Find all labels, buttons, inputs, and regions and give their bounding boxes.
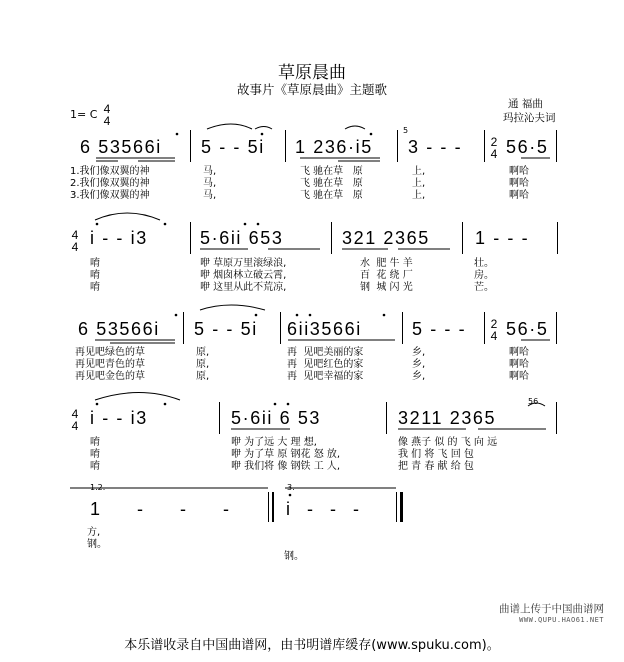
lyric: 飞 驰在草 原 (300, 166, 363, 177)
lyric: 再 见吧幸福的家 (287, 371, 364, 382)
time-signature: 4 4 (103, 102, 111, 128)
lyric: 水 肥 牛 羊 (360, 258, 413, 269)
lyric: 唷 (90, 449, 100, 460)
measure-5: 56·5 (506, 137, 549, 157)
measure-1: 6 53566i (80, 137, 162, 157)
lyric: 咿 为了远 大 理 想, (231, 437, 317, 448)
lyric: 1.我们像双翼的神 (70, 166, 150, 177)
time-signature: 4 4 (71, 407, 79, 433)
lyric: 飞 驰在草 原 (300, 190, 363, 201)
lyric: 芒。 (474, 282, 494, 293)
volta-2-label: 3. (287, 483, 295, 492)
measure-17: 3211 2365 (398, 408, 497, 428)
lyric: 啊哈 (509, 166, 529, 177)
lyric: 咿 烟囱林立破云霄, (200, 270, 287, 281)
lyric: 唷 (90, 270, 100, 281)
measure-14: 56·5 (506, 319, 549, 339)
lyric: 像 燕子 似 的 飞 向 远 (398, 437, 498, 448)
lyric: 再 见吧美丽的家 (287, 347, 364, 358)
lyric: 咿 草原万里滚绿浪, (200, 258, 287, 269)
slur (528, 403, 545, 406)
slur (255, 127, 272, 130)
lyric: 啊哈 (509, 347, 529, 358)
lyric: 飞 驰在草 原 (300, 178, 363, 189)
measure-7: 5·6ii 653 (200, 228, 284, 248)
lyric: 再 见吧红色的家 (287, 359, 364, 370)
beam (300, 158, 380, 161)
measure-13: 5 - - - (412, 319, 467, 339)
measure-12: 6ii3566i (287, 319, 362, 339)
lyric: 马, (203, 166, 217, 177)
measure-6: i - - i3 (90, 228, 148, 248)
time-signature: 4 4 (71, 228, 79, 254)
lyric: 咿 我们将 像 钢铁 工 人, (231, 461, 341, 472)
lyric: 啊哈 (509, 359, 529, 370)
lyric: 上, (412, 178, 426, 189)
lyric: 3.我们像双翼的神 (70, 190, 150, 201)
measure-9: 1 - - - (475, 228, 530, 248)
lyric: 唷 (90, 461, 100, 472)
slur (200, 305, 265, 310)
slur (207, 124, 252, 129)
lyric: 方, (87, 527, 101, 538)
measure-16: 5·6ii 6 53 (231, 408, 322, 428)
time-signature: 2 4 (490, 317, 498, 343)
lyricist-credit: 玛拉沁夫词 (503, 112, 556, 124)
lyric: 钢 城 闪 光 (360, 282, 413, 293)
lyric: 2.我们像双翼的神 (70, 178, 150, 189)
composer-credit: 通 福曲 (508, 98, 543, 110)
measure-2: 5 - - 5i (201, 137, 265, 157)
lyric: 原, (196, 347, 210, 358)
lyric: 我 们 将 飞 回 包 (398, 449, 474, 460)
measure-18: 1 - - - (90, 499, 245, 519)
lyric: 把 青 春 献 给 包 (398, 461, 474, 472)
slur (95, 213, 160, 220)
measure-10: 6 53566i (78, 319, 160, 339)
lyric: 原, (196, 371, 210, 382)
measure-15: i - - i3 (90, 408, 148, 428)
lyric: 咿 为了草 原 钢花 怒 放, (231, 449, 341, 460)
slur (345, 126, 365, 129)
upload-note: 曲谱上传于中国曲谱网 WWW.QUPU.HAO61.NET (499, 603, 604, 624)
grace-note: 5 (403, 126, 409, 135)
key-signature: 1= C (70, 108, 98, 121)
time-signature: 2 4 (490, 135, 498, 161)
lyric: 啊哈 (509, 371, 529, 382)
song-title: 草原晨曲 (278, 63, 346, 83)
lyric: 再见吧青色的草 (75, 359, 145, 370)
lyric: 唷 (90, 437, 100, 448)
lyric: 唷 (90, 258, 100, 269)
lyric: 壮。 (474, 258, 494, 269)
lyric-final: 钢。 (284, 551, 304, 562)
lyric: 百 花 绕 厂 (360, 270, 413, 281)
beam (95, 340, 175, 343)
lyric: 咿 这里从此不荒凉, (200, 282, 287, 293)
lyric: 啊哈 (509, 190, 529, 201)
volta-1-label: 1.2. (90, 483, 106, 492)
lyric: 钢。 (87, 539, 107, 550)
song-subtitle: 故事片《草原晨曲》主题歌 (236, 82, 387, 97)
measure-19: i - - - (286, 499, 365, 519)
lyric: 乡, (412, 347, 426, 358)
measure-4: 3 - - - (408, 137, 463, 157)
lyric: 再见吧绿色的草 (75, 347, 145, 358)
grace-note: 56 (528, 397, 539, 406)
measure-11: 5 - - 5i (194, 319, 258, 339)
lyric: 马, (203, 178, 217, 189)
source-footer: 本乐谱收录自中国曲谱网，由书明谱库缓存(www.spuku.com)。 (124, 638, 500, 653)
lyric: 房。 (474, 270, 494, 281)
beam (96, 158, 175, 161)
lyric: 啊哈 (509, 178, 529, 189)
lyric: 上, (412, 190, 426, 201)
lyric: 乡, (412, 371, 426, 382)
measure-3: 1 236·i5 (295, 137, 373, 157)
slur (95, 393, 180, 401)
site-url: WWW.QUPU.HAO61.NET (519, 616, 604, 624)
lyric: 唷 (90, 282, 100, 293)
lyric: 上, (412, 166, 426, 177)
lyric: 马, (203, 190, 217, 201)
lyric: 原, (196, 359, 210, 370)
lyric: 再见吧金色的草 (75, 371, 145, 382)
lyric: 乡, (412, 359, 426, 370)
measure-8: 321 2365 (342, 228, 430, 248)
